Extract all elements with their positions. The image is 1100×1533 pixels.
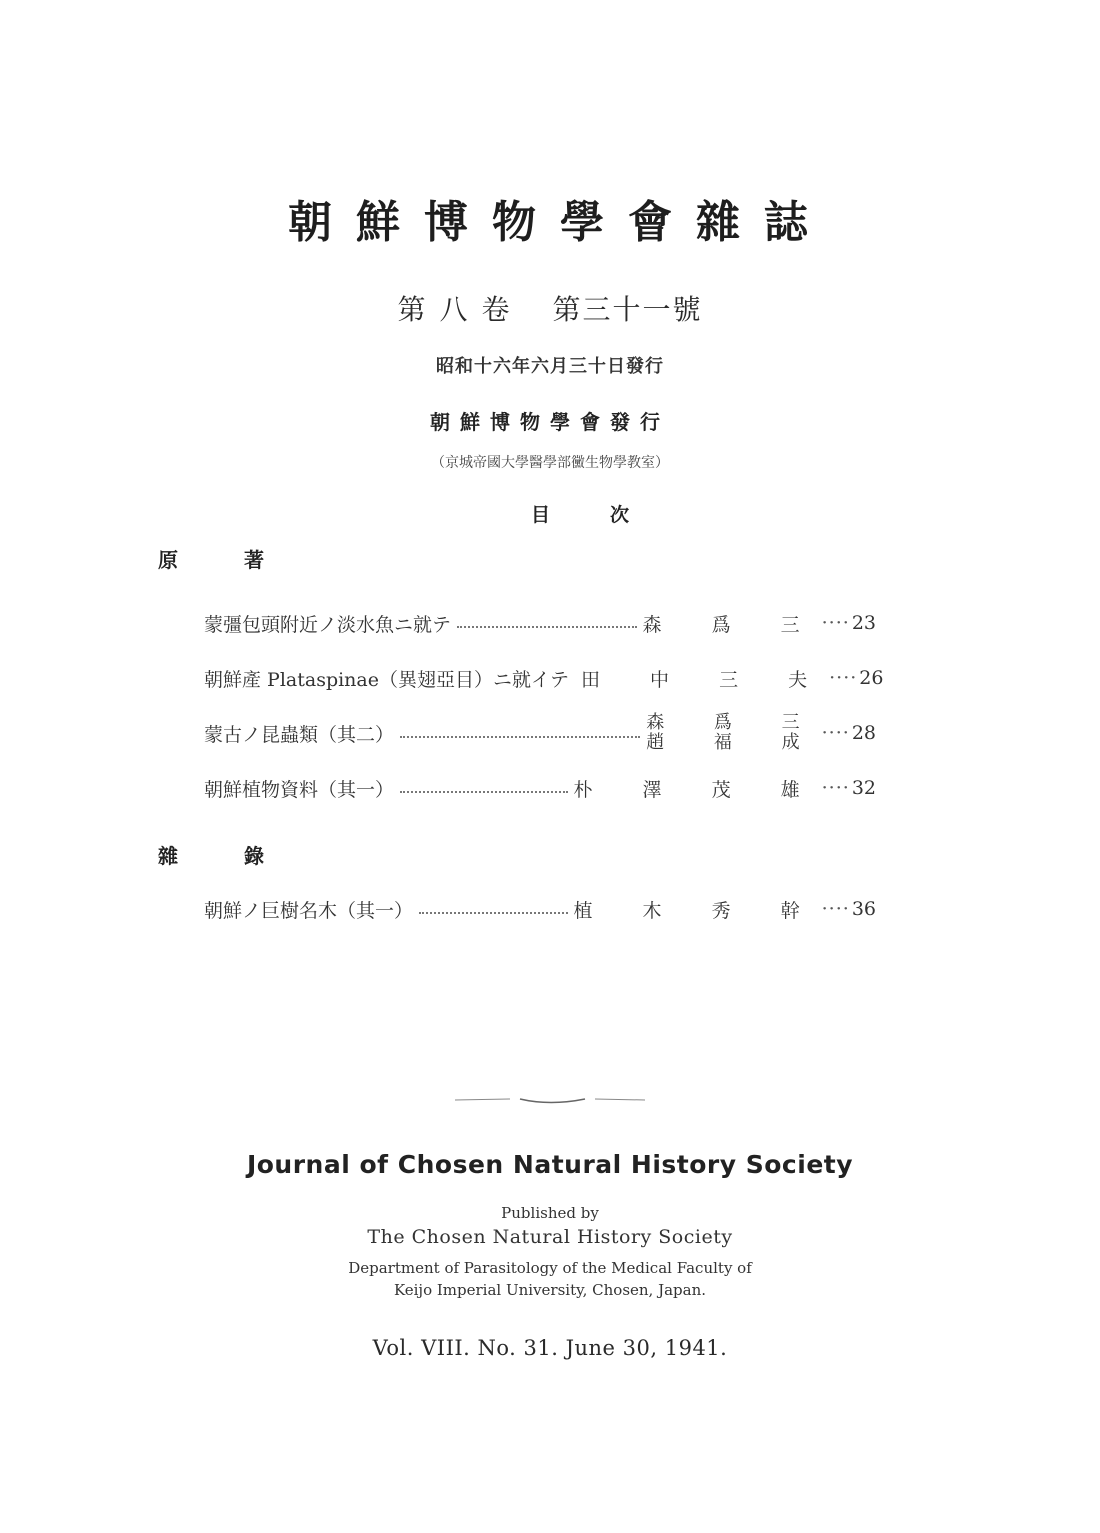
- publisher-address: （京城帝國大學醫學部黴生物學教室）: [431, 455, 669, 471]
- toc-entry[interactable]: [204, 894, 876, 924]
- toc-entry-page: ···· 28: [822, 722, 876, 744]
- toc-entry[interactable]: [204, 608, 876, 638]
- toc-entry-author: 森 爲 三: [646, 712, 822, 733]
- journal-title-japanese: 朝鮮博物學會雜誌: [288, 197, 832, 248]
- toc-entry-author: 森 爲 三: [642, 613, 822, 636]
- toc-entry-title: 朝鮮產 Plataspinae（異翅亞目）ニ就イテ: [204, 668, 569, 691]
- toc-entry-author: 趙 福 成: [646, 732, 822, 753]
- toc-entry[interactable]: [204, 712, 876, 754]
- toc-entry-author: 植 木 秀 幹: [573, 899, 822, 922]
- department-line: Department of Parasitology of the Medical Faculty of: [348, 1259, 752, 1277]
- toc-entry-title: 朝鮮ノ巨樹名木（其一）: [204, 899, 414, 922]
- toc-entry-page: ···· 36: [822, 898, 876, 920]
- toc-entry-title: 蒙彊包頭附近ノ淡水魚ニ就テ: [204, 613, 452, 636]
- section-heading-original-articles: 原著: [158, 548, 330, 572]
- toc-entry[interactable]: [204, 663, 884, 693]
- journal-title-english: Journal of Chosen Natural History Society: [246, 1150, 854, 1179]
- toc-entry-page: ···· 32: [822, 777, 876, 799]
- toc-entry-title: 蒙古ノ昆蟲類（其二）: [204, 723, 395, 746]
- toc-leader-dots: [457, 626, 637, 628]
- volume-date-english: Vol. VIII. No. 31. June 30, 1941.: [372, 1336, 728, 1360]
- toc-entry[interactable]: [204, 773, 876, 803]
- volume-number-line: [0, 288, 1100, 328]
- university-line: Keijo Imperial University, Chosen, Japan.: [393, 1281, 707, 1299]
- toc-entry-author: 朴 澤 茂 雄: [573, 778, 822, 801]
- contents-heading: 目次: [530, 504, 689, 526]
- toc-entry-authors: [646, 713, 821, 753]
- toc-entry-author: 田 中 三 夫: [581, 668, 830, 691]
- issue-number-label: 第三十一號: [552, 293, 703, 326]
- toc-leader-dots: [400, 736, 640, 738]
- volume-label: 第八卷: [397, 293, 524, 326]
- toc-leader-dots: [419, 912, 568, 914]
- toc-entry-title: 朝鮮植物資料（其一）: [204, 778, 395, 801]
- toc-entry-page: ···· 26: [829, 667, 883, 689]
- publisher-japanese: 朝鮮博物學會發行: [430, 410, 670, 434]
- issue-date: 昭和十六年六月三十日發行: [436, 356, 664, 377]
- toc-leader-dots: [400, 791, 568, 793]
- toc-entry-page: ···· 23: [822, 612, 876, 634]
- published-by-label: Published by: [501, 1204, 599, 1222]
- decorative-divider: [450, 1090, 650, 1110]
- section-heading-miscellany: 雜錄: [158, 844, 330, 868]
- society-name-english: The Chosen Natural History Society: [367, 1226, 733, 1248]
